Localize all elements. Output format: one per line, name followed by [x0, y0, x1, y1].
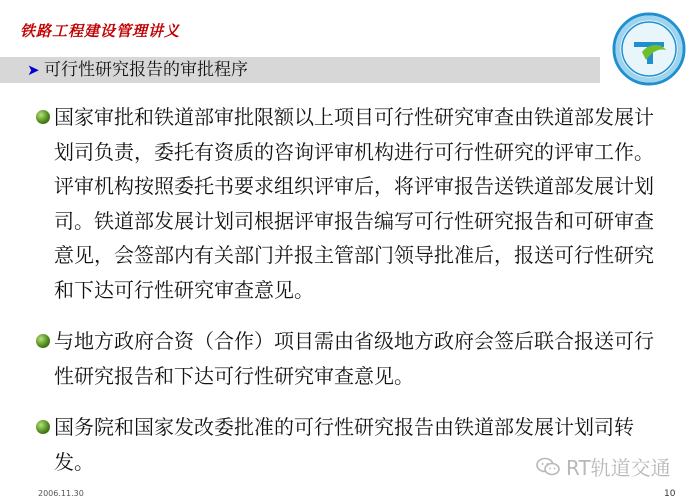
bullet-item-1: [36, 100, 656, 307]
bullet-text: 与地方政府合资（合作）项目需由省级地方政府会签后联合报送可行性研究报告和下达可行性研究审查意见。: [54, 329, 654, 388]
course-title: 铁路工程建设管理讲义: [20, 22, 181, 40]
wechat-icon: [536, 457, 560, 477]
green-ball-bullet-icon: [36, 334, 50, 348]
page-number: 10: [664, 489, 676, 499]
watermark-text: RT轨道交通: [566, 456, 671, 480]
green-ball-bullet-icon: [36, 110, 50, 124]
green-ball-bullet-icon: [36, 420, 50, 434]
section-title: 可行性研究报告的审批程序: [44, 60, 248, 80]
watermark: [536, 452, 671, 481]
arrow-right-icon: ➤: [27, 61, 40, 79]
slide-content: [36, 100, 656, 496]
university-logo-icon: [612, 12, 686, 86]
bullet-text: 国家审批和铁道部审批限额以上项目可行性研究审查由铁道部发展计划司负责，委托有资质的咨询评审机构进行可行性研究的评审工作。评审机构按照委托书要求组织评审后，将评审报告送铁道部发展计划司。铁道部发展计划司根据评审报告编写可行性研究报告和可研审查意见，会签部内有关部门并报主管部门领导批准后，报送可行性研究和下达可行性研究审查意见。: [54, 105, 654, 302]
bullet-text: 国务院和国家发改委批准的可行性研究报告由铁道部发展计划司转发。: [54, 415, 634, 474]
bullet-item-2: [36, 324, 656, 393]
footer-date: 2006.11.30: [38, 489, 84, 498]
